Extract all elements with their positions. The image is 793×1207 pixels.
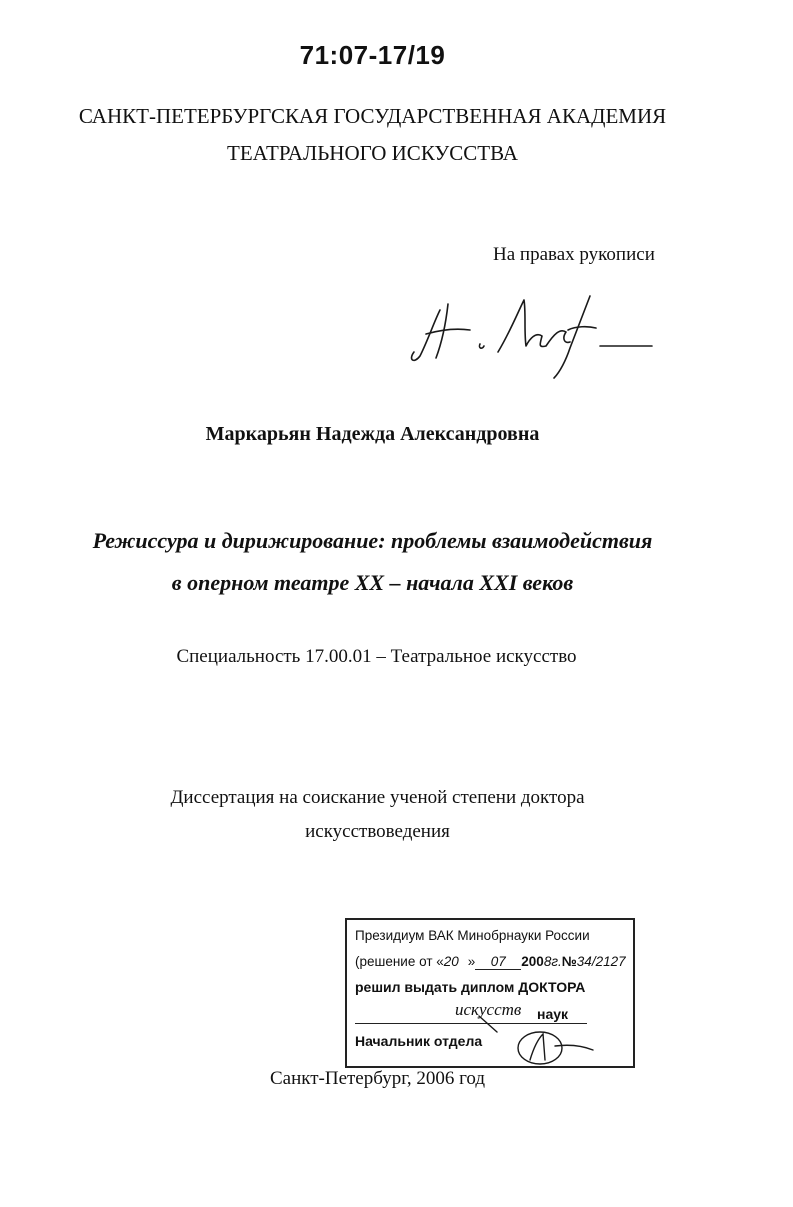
institution-name-line2: ТЕАТРАЛЬНОГО ИСКУССТВА — [227, 141, 518, 165]
manuscript-rights-note: На правах рукописи — [493, 244, 655, 265]
specialty-line: Специальность 17.00.01 – Театральное искусство — [176, 646, 577, 667]
author-name: Маркарьян Надежда Александровна — [205, 423, 540, 445]
stamp-field-suffix: наук — [537, 1006, 569, 1022]
dissertation-title-line2: в оперном театре XX – начала XXI веков — [171, 570, 574, 595]
stamp-header: Президиум ВАК Минобрнауки России — [355, 928, 590, 943]
stamp-decision-number: 34/21 — [576, 954, 611, 969]
stamp-decision-year-hand: 8г. — [543, 954, 562, 969]
stamp-decision-year-prefix: 200 — [521, 954, 544, 969]
vak-approval-stamp — [345, 918, 635, 1068]
stamp-decision-sep: » — [467, 954, 476, 969]
stamp-decision-prefix: (решение от « — [355, 954, 444, 969]
stamp-decision-day: 20 — [443, 954, 459, 969]
institution-name-line1: САНКТ-ПЕТЕРБУРГСКАЯ ГОСУДАРСТВЕННАЯ АКАДЕМИЯ — [78, 104, 667, 128]
stamp-decision-month: 07 — [475, 954, 521, 970]
dissertation-title-line1: Режиссура и дирижирование: проблемы взаимодействия — [92, 528, 653, 553]
author-signature — [400, 282, 660, 382]
degree-line1: Диссертация на соискание ученой степени доктора — [170, 787, 585, 808]
city-and-year: Санкт-Петербург, 2006 год — [269, 1068, 486, 1089]
stamp-handwriting-overlay — [347, 920, 677, 1070]
stamp-department-head: Начальник отдела — [355, 1033, 483, 1049]
stamp-field-handwritten: искусств — [455, 1000, 522, 1019]
document-code: 71:07-17/19 — [299, 40, 446, 70]
stamp-decision-number-label: № — [561, 954, 577, 969]
degree-line2: искусствоведения — [305, 821, 450, 842]
stamp-decision-number-suffix: 27 — [610, 954, 626, 969]
stamp-decision-text: решил выдать диплом ДОКТОРА — [355, 979, 586, 995]
